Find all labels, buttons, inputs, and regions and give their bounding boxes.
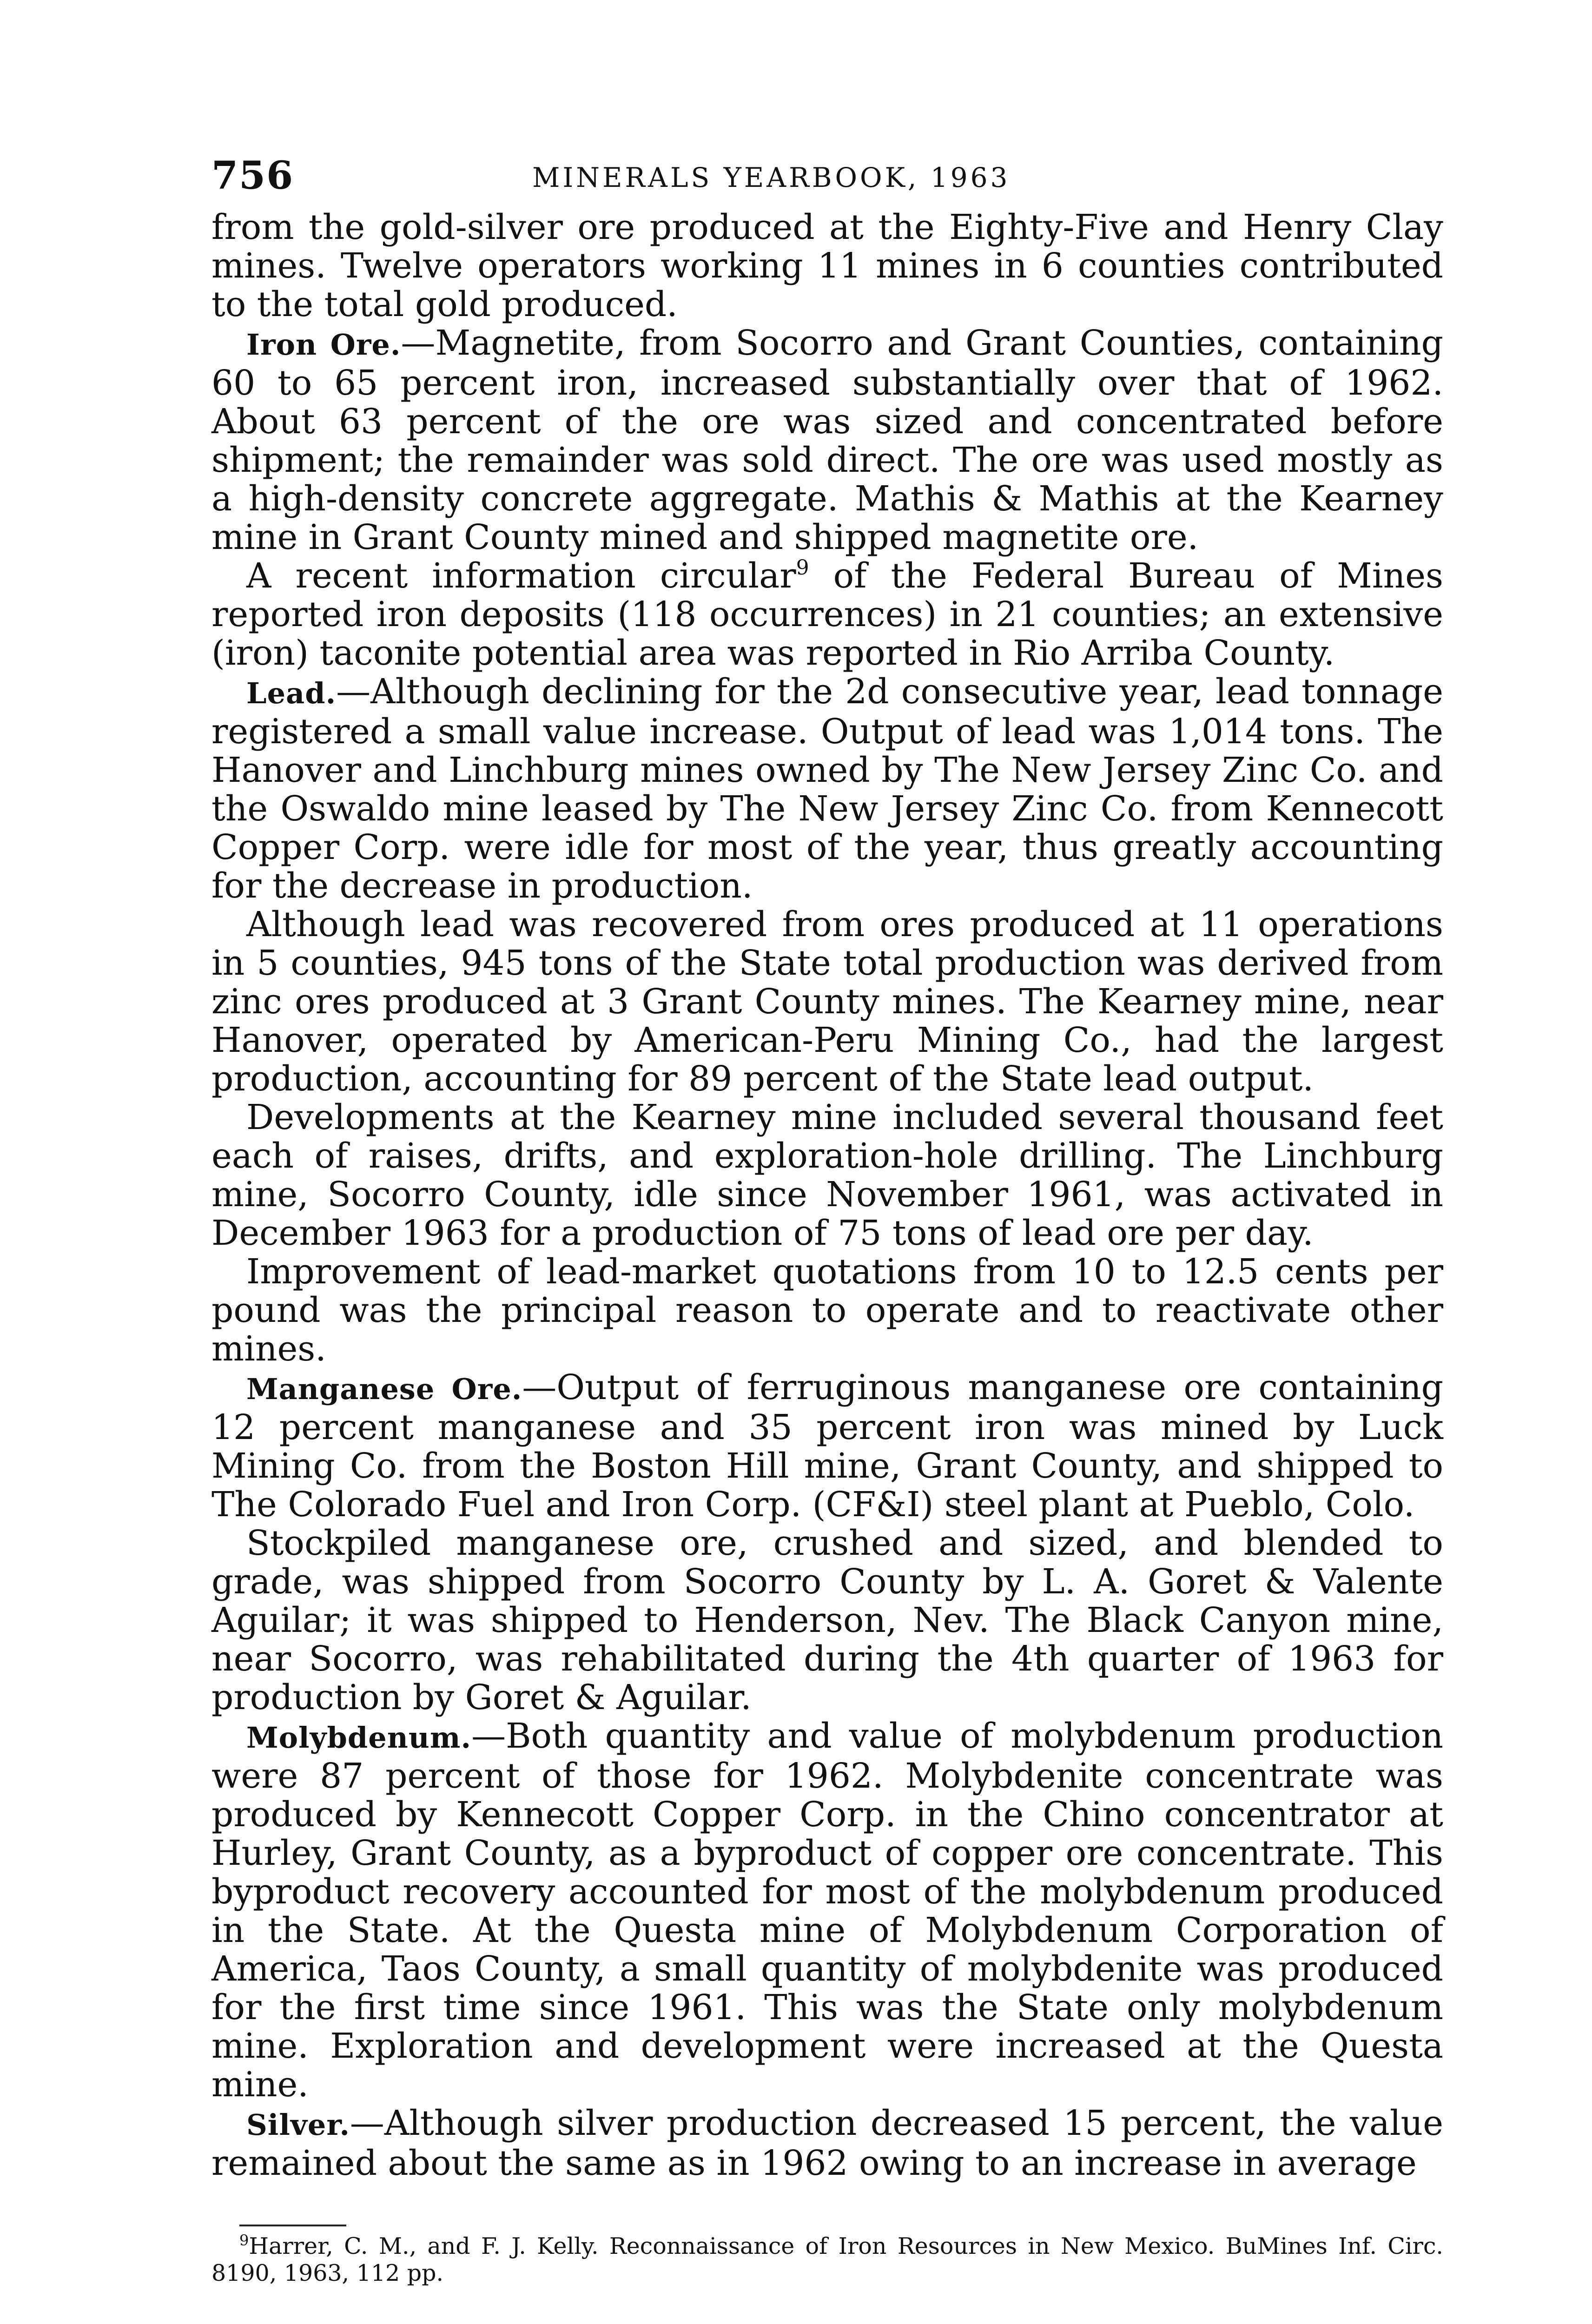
section-heading-manganese-ore: Manganese Ore. [246,1372,522,1406]
footnote-reference[interactable]: 9 [796,556,809,580]
section-heading-molybdenum: Molybdenum. [246,1721,472,1755]
paragraph-lead-market [211,1253,1443,1368]
footnote-mark: 9 [239,2232,249,2249]
paragraph-text: —Magnetite, from Socorro and Grant Counties, containing 60 to 65 percent iron, increased substantially over that of 1962. About 63 percent of the ore was sized and concentrated before shipment; the remainder was sold direct. The ore was used mostly as a high-density concrete aggregate. Mathis & Mathis at the Kearney mine in Grant County mined and shipped magnetite ore. [211,323,1443,557]
paragraph-gold-continuation [211,208,1443,324]
paragraph-text: Stockpiled manganese ore, crushed and sized, and blended to grade, was shipped from Socorro County by L. A. Goret & Valente Aguilar; it was shipped to Henderson, Nev. The Black Canyon mine, near Socorro, was rehabilitated during the 4th quarter of 1963 for production by Goret & Aguilar. [211,1523,1443,1717]
paragraph-text: A recent information circular [246,556,796,596]
paragraph-molybdenum [211,1717,1443,2104]
section-heading-silver: Silver. [246,2108,350,2142]
page-number: 756 [211,153,294,198]
page [211,153,1443,2287]
running-title: MINERALS YEARBOOK, 1963 [532,162,1011,193]
section-heading-lead: Lead. [246,676,337,710]
paragraph-lead-recovery [211,905,1443,1098]
body-text [211,208,1443,2183]
paragraph-lead [211,673,1443,905]
paragraph-information-circular [211,557,1443,673]
paragraph-iron-ore [211,324,1443,557]
running-head [211,153,1443,205]
paragraph-text: —Although silver production decreased 15 percent, the value remained about the same as in 1962 owing to an increase in average [211,2103,1443,2183]
paragraph-manganese-ore [211,1368,1443,1524]
footnote-divider [239,2225,346,2226]
paragraph-text: Improvement of lead-market quotations from 10 to 12.5 cents per pound was the principal reason to operate and to reactivate other mines. [211,1252,1443,1369]
footnote [211,2233,1443,2287]
paragraph-text: Although lead was recovered from ores produced at 11 operations in 5 counties, 945 tons of the State total production was derived from zinc ores produced at 3 Grant County mines. The Kearney mine, near Hanover, operated by American-Peru Mining Co., had the largest production, accounting for 89 percent of the State lead output. [211,905,1443,1099]
paragraph-text: of the Federal Bureau of Mines reported iron deposits (118 occurrences) in 21 counties; an extensive (iron) taconite potential area was reported in Rio Arriba County. [211,556,1443,673]
paragraph-text: from the gold-silver ore produced at the Eighty-Five and Henry Clay mines. Twelve operators working 11 mines in 6 counties contributed to the total gold produced. [211,207,1443,324]
paragraph-stockpiled-manganese [211,1524,1443,1717]
paragraph-silver [211,2104,1443,2183]
paragraph-text: —Although declining for the 2d consecutive year, lead tonnage registered a small value increase. Output of lead was 1,014 tons. The Hanover and Linchburg mines owned by The New Jersey Zinc Co. and the Oswaldo mine leased by The New Jersey Zinc Co. from Kennecott Copper Corp. were idle for most of the year, thus greatly accounting for the decrease in production. [211,672,1443,906]
paragraph-text: Developments at the Kearney mine included several thousand feet each of raises, drifts, and exploration-hole drilling. The Linchburg mine, Socorro County, idle since November 1961, was activated in December 1963 for a production of 75 tons of lead ore per day. [211,1097,1443,1253]
paragraph-kearney-developments [211,1098,1443,1253]
paragraph-text: —Output of ferruginous manganese ore containing 12 percent manganese and 35 percent iron was mined by Luck Mining Co. from the Boston Hill mine, Grant County, and shipped to The Colorado Fuel and Iron Corp. (CF&I) steel plant at Pueblo, Colo. [211,1367,1444,1525]
section-heading-iron-ore: Iron Ore. [246,328,401,362]
footnote-text: Harrer, C. M., and F. J. Kelly. Reconnaissance of Iron Resources in New Mexico. BuMines Inf. Circ. 8190, 1963, 112 pp. [211,2233,1443,2286]
paragraph-text: —Both quantity and value of molybdenum production were 87 percent of those for 1962. Molybdenite concentrate was produced by Kennecott Copper Corp. in the Chino concentrator at Hurley, Grant County, as a byproduct of copper ore concentrate. This byproduct recovery accounted for most of the molybdenum produced in the State. At the Questa mine of Molybdenum Corporation of America, Taos County, a small quantity of molybdenite was produced for the first time since 1961. This was the State only molybdenum mine. Exploration and development were increased at the Questa mine. [211,1716,1443,2105]
